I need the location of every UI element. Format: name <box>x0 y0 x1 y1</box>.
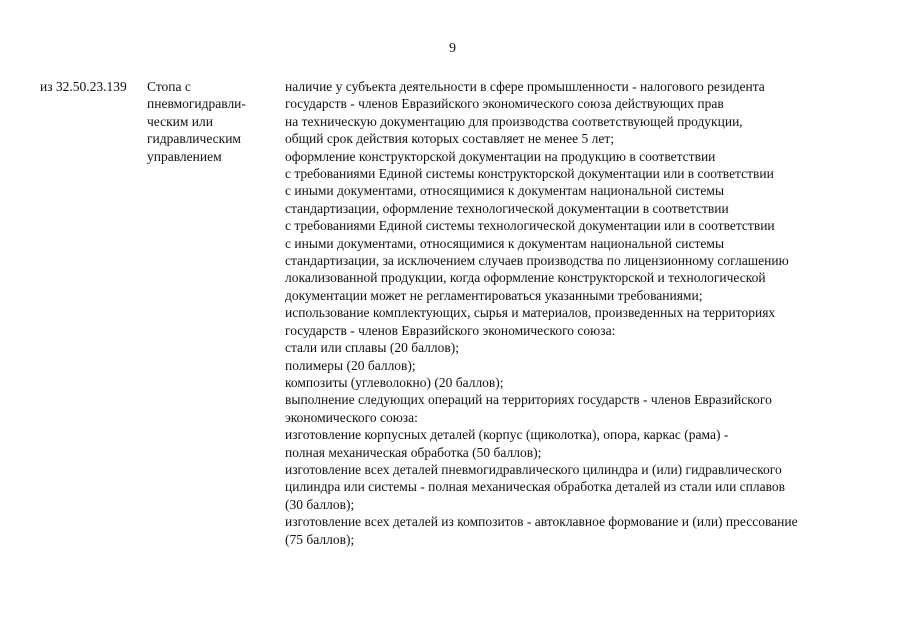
requirement-line: (30 баллов); <box>285 496 355 512</box>
requirement-line: стали или сплавы (20 баллов); <box>285 340 460 356</box>
requirement-line: с иными документами, относящимися к документам национальной системы <box>285 183 725 199</box>
requirement-line: полная механическая обработка (50 баллов); <box>285 444 542 460</box>
requirement-line: полимеры (20 баллов); <box>285 357 416 373</box>
requirement-line: экономического союза: <box>285 409 418 425</box>
requirement-line: изготовление всех деталей из композитов - автоклавное формование и (или) прессование <box>285 514 798 530</box>
requirement-line: с требованиями Единой системы технологической документации или в соответствии <box>285 218 775 234</box>
requirement-line: изготовление всех деталей пневмогидравлического цилиндра и (или) гидравлического <box>285 461 782 477</box>
requirement-line: выполнение следующих операций на территориях государств - членов Евразийского <box>285 392 772 408</box>
requirement-line: с требованиями Единой системы конструкторской документации или в соответствии <box>285 166 774 182</box>
requirement-line: стандартизации, за исключением случаев производства по лицензионному соглашению <box>285 253 789 269</box>
requirement-line: документации может не регламентироваться указанными требованиями; <box>285 287 703 303</box>
requirement-line: (75 баллов); <box>285 531 355 547</box>
requirement-line: на техническую документацию для производства соответствующей продукции, <box>285 113 743 129</box>
requirement-line: общий срок действия которых составляет не менее 5 лет; <box>285 131 615 147</box>
requirement-line: локализованной продукции, когда оформление конструкторской и технологической <box>285 270 766 286</box>
product-name-line: пневмогидравли- <box>147 96 246 112</box>
requirement-line: использование комплектующих, сырья и материалов, произведенных на территориях <box>285 305 776 321</box>
requirement-line: наличие у субъекта деятельности в сфере промышленности - налогового резидента <box>285 79 765 94</box>
requirements-text <box>285 78 885 548</box>
product-name-line: ческим или <box>147 113 213 129</box>
requirement-line: с иными документами, относящимися к документам национальной системы <box>285 235 725 251</box>
page-number: 9 <box>449 41 456 56</box>
requirement-line: оформление конструкторской документации на продукцию в соответствии <box>285 148 716 164</box>
requirement-line: изготовление корпусных деталей (корпус (щиколотка), опора, каркас (рама) - <box>285 427 729 443</box>
requirement-line: государств - членов Евразийского экономического союза действующих прав <box>285 96 724 112</box>
product-name-line: управлением <box>147 148 222 164</box>
requirement-line: композиты (углеволокно) (20 баллов); <box>285 374 504 390</box>
product-name <box>147 78 267 165</box>
product-name-line: Стопа с <box>147 79 191 94</box>
requirement-line: стандартизации, оформление технологической документации в соответствии <box>285 200 729 216</box>
requirement-line: цилиндра или системы - полная механическая обработка деталей из стали или сплавов <box>285 479 786 495</box>
product-name-line: гидравлическим <box>147 131 241 147</box>
product-code: из 32.50.23.139 <box>40 79 127 94</box>
requirement-line: государств - членов Евразийского экономического союза: <box>285 322 616 338</box>
